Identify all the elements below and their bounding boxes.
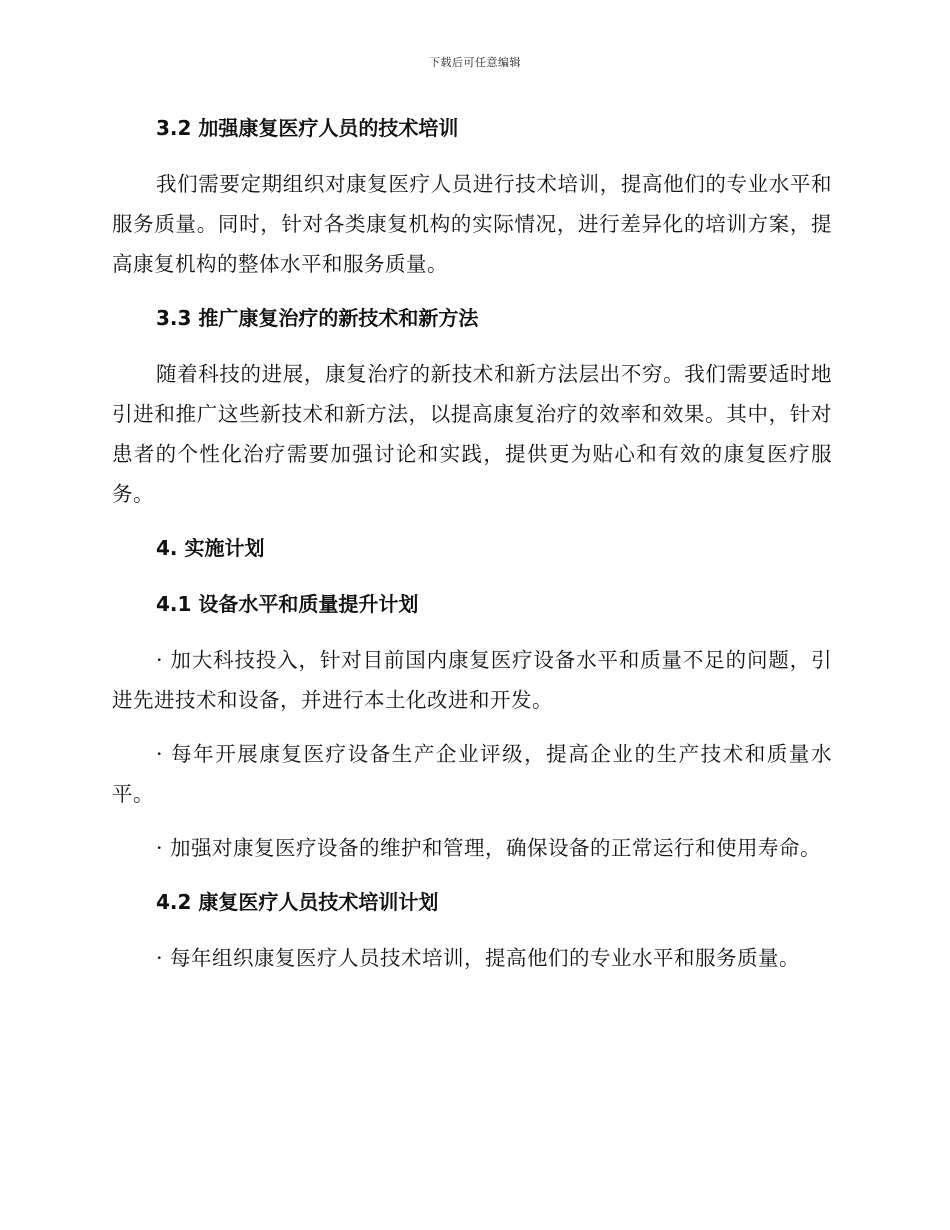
page-header-note: 下载后可任意编辑 (429, 56, 521, 69)
section-heading-4-2: 4.2 康复医疗人员技术培训计划 (156, 890, 439, 914)
section-heading-4: 4. 实施计划 (156, 536, 265, 560)
section-paragraph-3-2: 我们需要定期组织对康复医疗人员进行技术培训，提高他们的专业水平和服务质量。同时，针对各类康复机构的实际情况，进行差异化的培训方案，提高康复机构的整体水平和服务质量。 (112, 172, 832, 276)
section-paragraph-3-3: 随着科技的进展，康复治疗的新技术和新方法层出不穷。我们需要适时地引进和推广这些新技术和新方法，以提高康复治疗的效率和效果。其中，针对患者的个性化治疗需要加强讨论和实践，提供更为贴心和有效的康复医疗服务。 (112, 362, 832, 506)
bullet-item: · 加强对康复医疗设备的维护和管理，确保设备的正常运行和使用寿命。 (156, 836, 822, 860)
bullet-item: · 每年组织康复医疗人员技术培训，提高他们的专业水平和服务质量。 (156, 946, 801, 970)
bullet-item: · 加大科技投入，针对目前国内康复医疗设备水平和质量不足的问题，引进先进技术和设备，并进行本土化改进和开发。 (112, 648, 832, 712)
section-heading-4-1: 4.1 设备水平和质量提升计划 (156, 592, 419, 616)
document-body (112, 108, 832, 992)
bullet-item: · 每年开展康复医疗设备生产企业评级，提高企业的生产技术和质量水平。 (112, 742, 832, 806)
section-heading-3-3: 3.3 推广康复治疗的新技术和新方法 (156, 306, 479, 330)
section-heading-3-2: 3.2 加强康复医疗人员的技术培训 (156, 116, 459, 140)
